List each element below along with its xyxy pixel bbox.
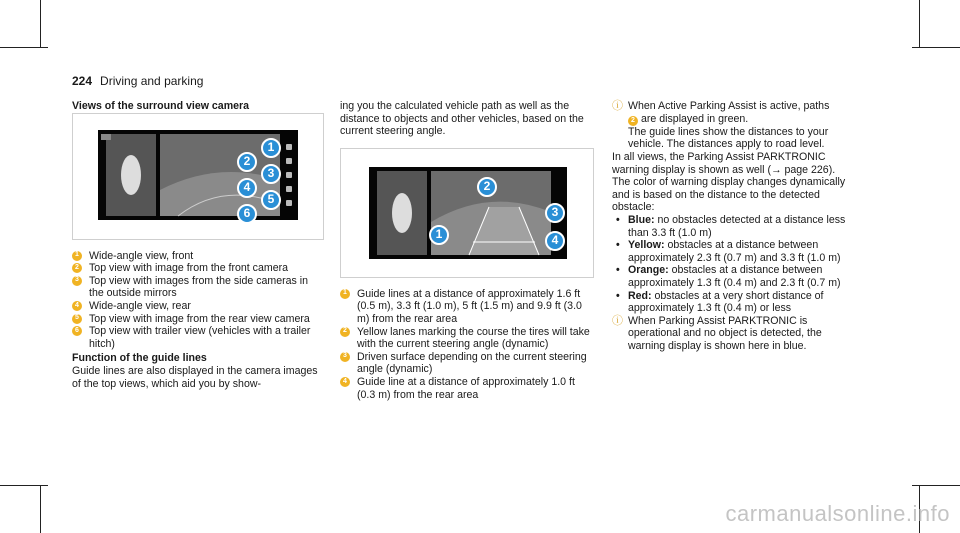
callout-4: 4 [545,231,565,251]
paragraph: The color of warning display changes dynamically and is based on the distance to the detected obstacle: [612,176,846,214]
figure-camera-views [72,113,324,240]
list-item [72,250,324,263]
note-text: are displayed in green. [641,112,749,125]
list-item-text: Top view with trailer view (vehicles with a trailer hitch) [89,325,311,350]
callout-4: 4 [237,178,257,198]
list-item-text: Top view with image from the rear view camera [89,312,310,325]
paragraph: Guide lines are also displayed in the camera images of the top views, which aid you by show- [72,364,318,390]
note-text: When Parking Assist PARKTRONIC is operational and no object is detected, the warning display is shown here in blue. [628,314,822,352]
bullet-text: no obstacles detected at a distance less than 3.3 ft (1.0 m) [628,214,846,239]
list-item [340,376,596,401]
callout-3: 3 [261,164,281,184]
info-note [612,315,848,353]
step-number: 4 [340,377,350,387]
crop-mark [0,485,48,486]
bullet-item [612,214,848,239]
bullet-icon: • [616,214,620,227]
crop-mark [919,0,920,48]
step-number: 2 [340,327,350,337]
column-2 [340,100,596,401]
column-1 [72,100,324,390]
crop-mark [912,485,960,486]
bullet-icon: • [616,264,620,277]
list-item [72,313,324,326]
callout-1: 1 [261,138,281,158]
rear-camera-illustration [369,167,567,259]
list-item [72,325,324,350]
callout-2: 2 [477,177,497,197]
crop-mark [40,485,41,533]
crop-mark [912,47,960,48]
page-number: 224 [72,74,93,88]
bullet-item [612,239,848,264]
list-item [340,351,596,376]
callout-2: 2 [237,152,257,172]
list-item [72,262,324,275]
subheading: Function of the guide lines [72,352,207,365]
bullet-text: obstacles at a distance between approximately 2.3 ft (0.7 m) and 3.3 ft (1.0 m) [628,239,841,264]
page-header [72,74,203,88]
bullet-icon: • [616,239,620,252]
list-item [340,288,596,326]
bullet-item [612,290,848,315]
figure-guide-lines [340,148,594,278]
list-item-text: Driven surface depending on the current steering angle (dynamic) [357,350,587,376]
step-number: 5 [72,314,82,324]
list-item [340,326,596,351]
callout-6: 6 [237,204,257,224]
step-number: 3 [72,276,82,286]
crop-mark [40,0,41,48]
paragraph: ing you the calculated vehicle path as well as the distance to objects and other vehicles, based on the current steering angle. [340,100,584,138]
step-number: 3 [340,352,350,362]
display-image [369,167,567,259]
bullet-label: Red: [628,289,652,302]
bullet-label: Orange: [628,264,669,277]
info-icon: ⓘ [612,100,623,112]
step-number: 2 [628,116,638,126]
bullet-text: obstacles at a very short distance of approximately 1.3 ft (0.4 m) or less [628,289,824,315]
section-heading: Views of the surround view camera [72,100,250,112]
list-item-text: Wide-angle view, rear [89,299,191,312]
bullet-icon: • [616,289,620,302]
callout-3: 3 [545,203,565,223]
bullet-label: Yellow: [628,239,665,252]
list-item-text: Wide-angle view, front [89,249,194,262]
list-item-text: Top view with images from the side cameras in the outside mirrors [89,274,309,300]
bullet-item [612,264,848,289]
bullet-text: obstacles at a distance between approximately 1.3 ft (0.4 m) and 2.3 ft (0.7 m) [628,264,841,290]
list-item-text: Top view with image from the front camera [89,262,289,275]
callout-1: 1 [429,225,449,245]
note-text: When Active Parking Assist is active, paths [628,100,830,112]
step-number: 2 [72,263,82,273]
column-3 [612,100,848,353]
info-note [612,100,848,151]
bullet-label: Blue: [628,214,655,227]
crop-mark [0,47,48,48]
list-item-text: Guide line at a distance of approximately 1.0 ft (0.3 m) from the rear area [357,375,575,401]
section-title: Driving and parking [100,74,204,88]
step-number: 1 [340,289,350,299]
list-item [72,300,324,313]
list-item [72,275,324,300]
step-number: 1 [72,251,82,261]
watermark: carmanualsonline.info [725,501,950,526]
info-icon: ⓘ [612,314,623,327]
list-item-text: Guide lines at a distance of approximately 1.6 ft (0.5 m), 3.3 ft (1.0 m), 5 ft (1.5 m) and 9.9 ft (3.0 m) from the rear area [357,287,582,325]
step-number: 4 [72,301,82,311]
paragraph: In all views, the Parking Assist PARKTRONIC warning display is shown as well (→ page 226). [612,151,836,176]
step-number: 6 [72,326,82,336]
list-item-text: Yellow lanes marking the course the tires will take with the current steering angle (dynamic) [357,325,590,351]
callout-5: 5 [261,190,281,210]
note-text: The guide lines show the distances to your vehicle. The distances apply to road level. [628,125,829,151]
